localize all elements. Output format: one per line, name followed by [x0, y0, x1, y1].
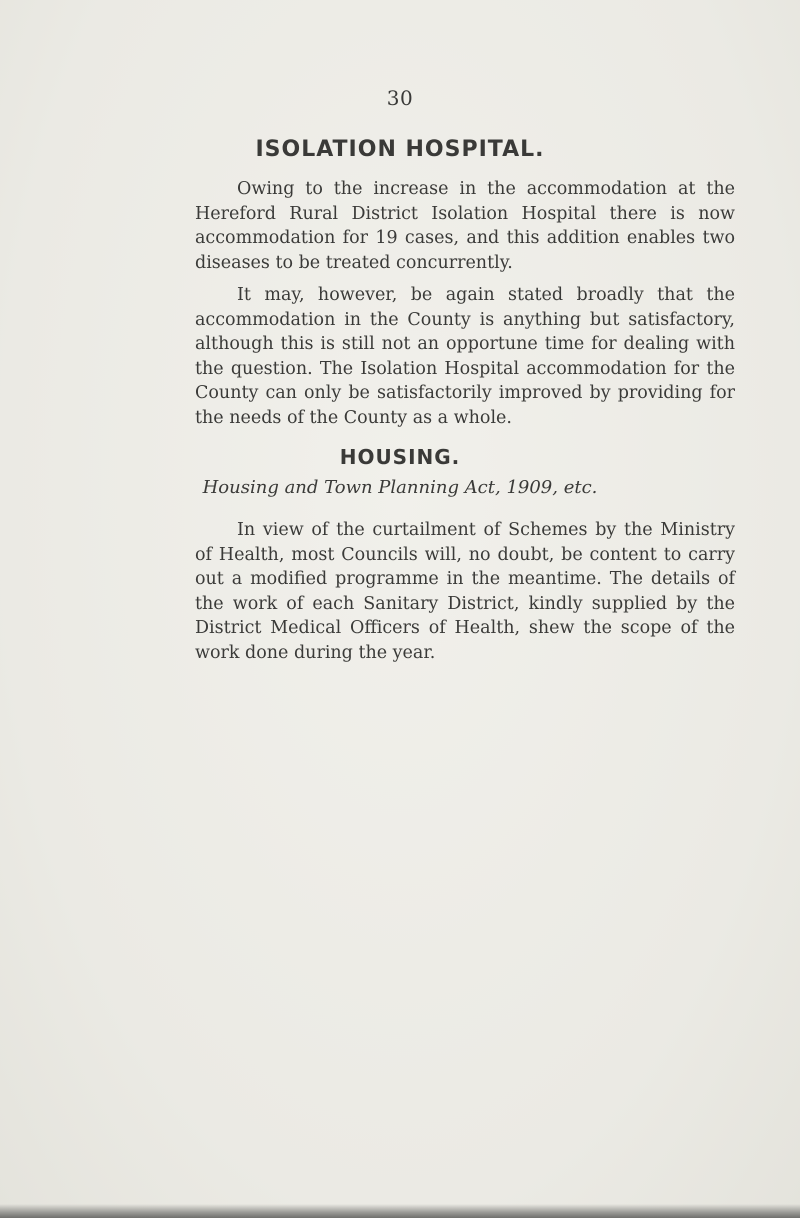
- page-bottom-edge: [0, 1204, 800, 1218]
- subheading-housing-act: Housing and Town Planning Act, 1909, etc.: [202, 477, 598, 498]
- section-heading-housing: HOUSING.: [339, 445, 461, 469]
- paragraph-housing-schemes: In view of the curtailment of Schemes by the Ministry of Health, most Councils will, no doubt, be content to carry out a modified programme in the meantime. The details of the work of each Sanitary District, kindly supplied by the District Medical Officers of Health, shew the scope of the work done during the year.: [195, 520, 735, 663]
- section-heading-isolation-hospital: ISOLATION HOSPITAL.: [255, 137, 545, 162]
- paragraph-isolation-county: It may, however, be again stated broadly that the accommodation in the County is anything but satisfactory, although this is still not an opportune time for dealing with the question. The Isolation Hospital accommodation for the County can only be satisfactorily improved by providing for the needs of the County as a whole.: [195, 285, 735, 428]
- page-number: 30: [386, 86, 414, 110]
- paragraph-isolation-accommodation: Owing to the increase in the accommodation at the Hereford Rural District Isolation Hospital there is now accommodation for 19 cases, and this addition enables two diseases to be treated concurrently.: [195, 179, 735, 273]
